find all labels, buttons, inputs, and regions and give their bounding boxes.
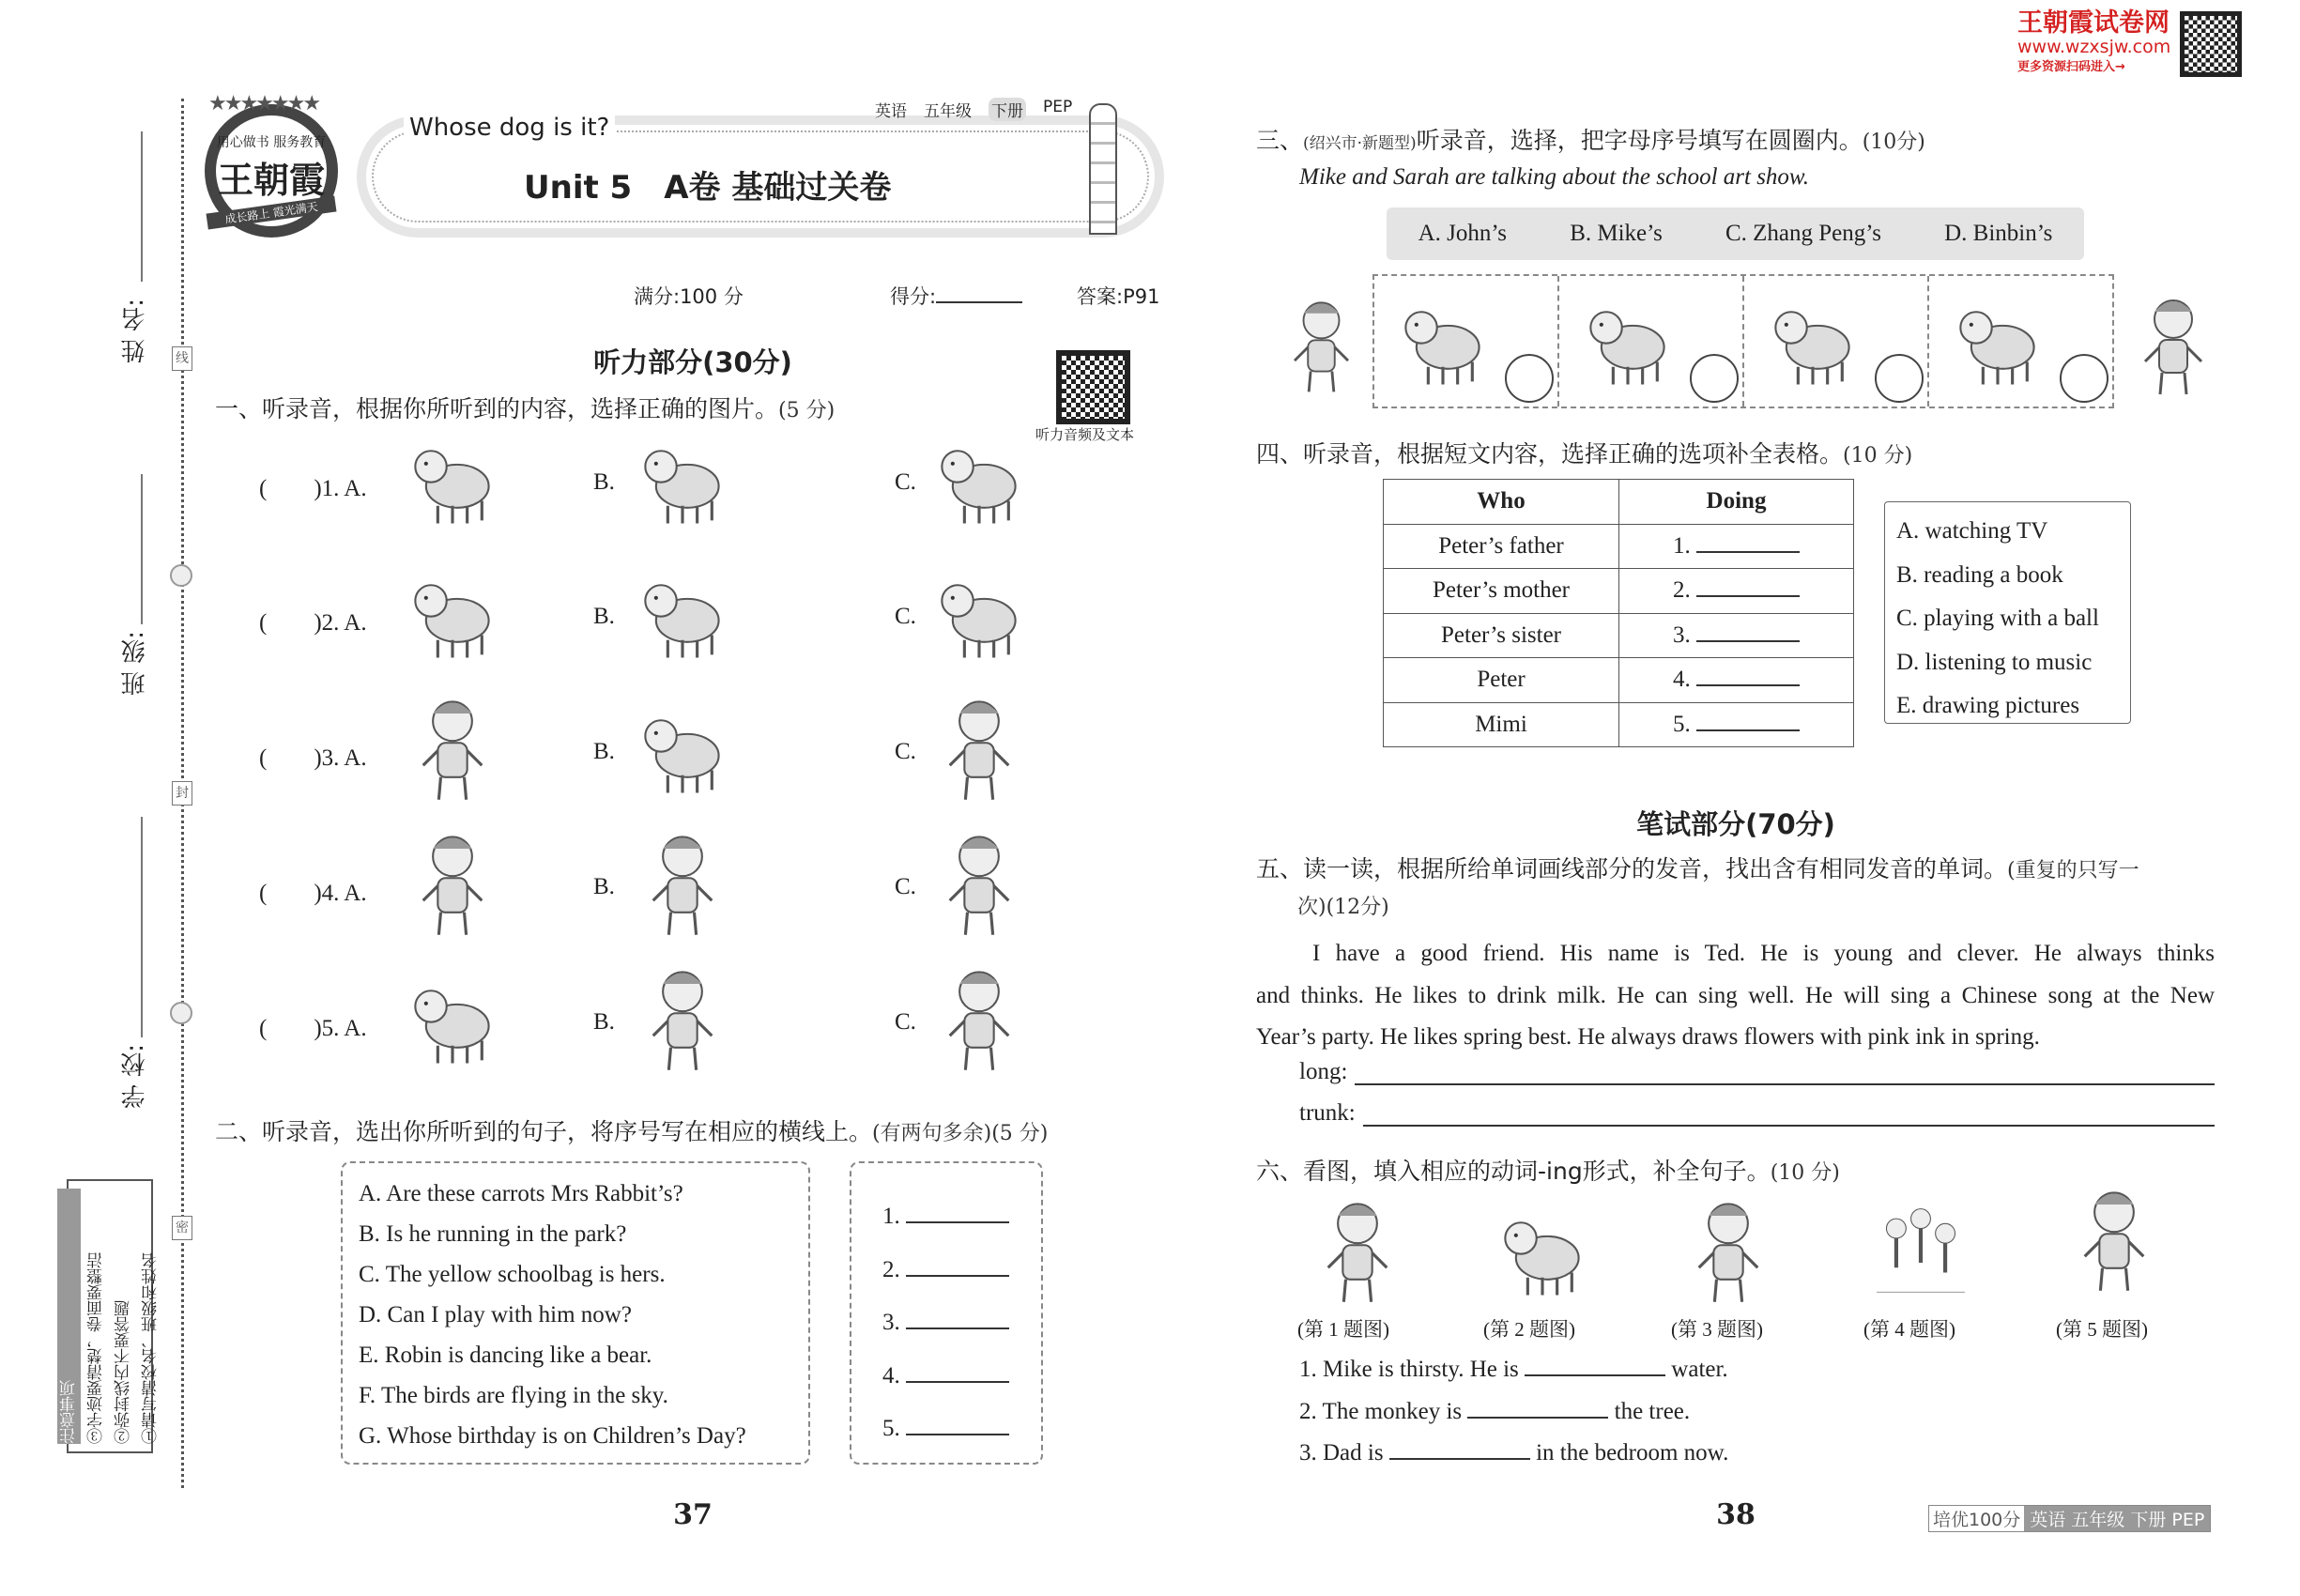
answer-circle[interactable] (1505, 354, 1554, 403)
illustration-icon (623, 557, 742, 669)
illustration-icon (393, 557, 512, 669)
notice-box (60, 1179, 161, 1453)
illustration-icon (2126, 282, 2220, 408)
dad-sleeping-image (1669, 1194, 1787, 1307)
score-label: 得分: (890, 282, 1022, 310)
elephant-painting (1569, 284, 1687, 396)
answer-circle[interactable] (1690, 354, 1739, 403)
writing-section-title: 笔试部分(70分) (1636, 808, 1835, 840)
q1-item-label: ( )3. A. (259, 745, 367, 771)
option: B. reading a book (1896, 561, 2063, 588)
notice-item: ①请写清校名、班级和姓名 (142, 1252, 161, 1444)
girl-image (2126, 282, 2220, 408)
answer-field[interactable] (1696, 729, 1800, 731)
sentence-option: B. Is he running in the park? (359, 1221, 627, 1247)
seal-xian: 线 (172, 346, 192, 371)
boy-jumping-image (2055, 1183, 2173, 1296)
penguin-image[interactable] (920, 557, 1038, 669)
monkey-climbing-image (1483, 1194, 1602, 1307)
sheep-painting (1754, 284, 1872, 396)
answer-circle[interactable] (2060, 354, 2108, 403)
option: E. drawing pictures (1896, 693, 2080, 718)
illustration-icon (1754, 284, 1872, 396)
illustration-icon (393, 692, 512, 805)
illustration-icon (1483, 1194, 1602, 1307)
sentence-option: C. The yellow schoolbag is hers. (359, 1262, 666, 1287)
qr-code-icon[interactable] (1056, 350, 1130, 424)
word-trunk: trunk: (1299, 1100, 2215, 1127)
illustration-icon (1843, 1194, 1999, 1307)
illustration-icon (1277, 282, 1366, 408)
answer-field[interactable] (1696, 595, 1800, 597)
page-title: Unit 5 A卷 基础过关卷 (524, 169, 892, 207)
seal-circle-icon (170, 564, 192, 587)
seal-circle-icon (170, 1002, 192, 1024)
option: C. Zhang Peng’s (1725, 221, 1881, 246)
q5-passage: I have a good friend. His name is Ted. He is young and clever. He always thinks and thinks. He likes to drink milk. He can sing well. He will sing a Chinese song at the New Year’s party. He likes spring best. He always draws flowers with pink ink in spring. (1256, 941, 2215, 1050)
table-row: Peter 4. (1384, 658, 1854, 703)
lion-image[interactable] (393, 557, 512, 669)
class-label: 班 级: (121, 631, 149, 697)
elephant-image[interactable] (393, 422, 512, 535)
score-field[interactable] (936, 301, 1022, 303)
answer-circle[interactable] (1875, 354, 1924, 403)
table-row: Mimi 5. (1384, 702, 1854, 747)
sentence-option: F. The birds are flying in the sky. (359, 1383, 668, 1408)
option-c-label: C. (895, 469, 916, 495)
q1-item-label: ( )2. A. (259, 610, 367, 636)
girl-singing-image[interactable] (393, 827, 512, 940)
option-c-label: C. (895, 1009, 916, 1035)
baby-sitting-image[interactable] (920, 692, 1038, 805)
option: D. Binbin’s (1944, 221, 2053, 246)
tag-edition: PEP (1043, 98, 1073, 116)
illustration-icon (623, 827, 742, 940)
footer-tag: 培优100分 英语 五年级 下册 PEP (1928, 1505, 2211, 1532)
logo: 用心做书 服务教育 王朝霞 成长路上 霞光满天 (205, 104, 338, 238)
table-row: Peter’s mother 2. (1384, 569, 1854, 614)
illustration-icon (393, 962, 512, 1075)
full-score: 满分:100 分 (634, 285, 744, 308)
answer-field[interactable] (1467, 1417, 1608, 1419)
illustration-icon (920, 422, 1038, 535)
watermark-qr-icon[interactable] (2180, 11, 2242, 77)
page-number-right: 38 (1716, 1498, 1756, 1531)
illustration-icon (623, 962, 742, 1075)
answer-field[interactable] (1389, 1458, 1530, 1460)
answer-list: 1. 2. 3. 4. 5. (882, 1190, 1009, 1456)
q3-intro: Mike and Sarah are talking about the school art show. (1299, 164, 1810, 190)
q4-options (1884, 501, 2131, 724)
lighthouse-icon (1089, 103, 1117, 235)
school-label: 学 校: (121, 1044, 149, 1110)
seal-feng: 封 (172, 781, 192, 806)
cat-painting (1384, 284, 1502, 396)
option-b-label: B. (593, 469, 615, 495)
q5-heading: 五、读一读，根据所给单词画线部分的发音，找出含有相同发音的单词。(重复的只写一 (1256, 855, 2139, 882)
name-label: 姓 名: (121, 299, 149, 364)
answer-field[interactable] (1363, 1100, 2215, 1127)
q1-item-label: ( )4. A. (259, 881, 367, 906)
seal-mi: 密 (172, 1216, 192, 1240)
sentence-option: A. Are these carrots Mrs Rabbit’s? (359, 1181, 683, 1206)
answer-page: 答案:P91 (1077, 285, 1160, 308)
option-b-label: B. (593, 604, 615, 629)
option: C. playing with a ball (1896, 606, 2099, 631)
illustration-icon (1939, 284, 2057, 396)
q1-item-label: ( )5. A. (259, 1016, 367, 1041)
q6-sentence: 2. The monkey is the tree. (1299, 1399, 1691, 1424)
illustration-icon (1298, 1194, 1417, 1307)
caption: (第 2 题图) (1483, 1318, 1575, 1341)
answer-field[interactable] (1355, 1059, 2215, 1085)
column-header: Who (1384, 480, 1619, 525)
unit-subtitle: Whose dog is it? (404, 114, 615, 142)
illustration-icon (393, 422, 512, 535)
sentence-list (359, 1174, 746, 1456)
tag-volume: 下册 (989, 98, 1026, 121)
illustration-icon (920, 557, 1038, 669)
swing-image[interactable] (393, 962, 512, 1075)
q1-heading: 一、听录音，根据你所听到的内容，选择正确的图片。(5 分) (215, 395, 836, 422)
answer-field[interactable] (906, 1327, 1009, 1329)
option-b-label: B. (593, 874, 615, 899)
q6-sentence: 3. Dad is in the bedroom now. (1299, 1440, 1729, 1466)
qr-caption: 听力音频及文本 (1035, 426, 1135, 443)
illustration-icon (920, 692, 1038, 805)
cat-eating-image[interactable] (623, 557, 742, 669)
caption: (第 4 题图) (1863, 1318, 1955, 1341)
listening-section-title: 听力部分(30分) (593, 346, 792, 378)
panda-in-tree-image[interactable] (920, 422, 1038, 535)
caption: (第 3 题图) (1671, 1318, 1763, 1341)
sentence-option: G. Whose birthday is on Children’s Day? (359, 1423, 746, 1449)
tiger-painting (1939, 284, 2057, 396)
illustration-icon (393, 827, 512, 940)
logo-stars-icon: ★★★★★★★ (208, 92, 319, 115)
q6-sentence: 1. Mike is thirsty. He is water. (1299, 1357, 1728, 1382)
option-c-label: C. (895, 604, 916, 629)
option: A. John’s (1418, 221, 1508, 246)
rabbit-image[interactable] (623, 422, 742, 535)
answer-field[interactable] (906, 1434, 1009, 1435)
answer-field[interactable] (906, 1221, 1009, 1223)
baby-sleeping-image[interactable] (393, 692, 512, 805)
illustration-icon (920, 827, 1038, 940)
option: B. Mike’s (1570, 221, 1663, 246)
illustration-icon (1569, 284, 1687, 396)
option-c-label: C. (895, 739, 916, 764)
q2-heading: 二、听录音，选出你所听到的句子，将序号写在相应的横线上。(有两句多余)(5 分) (215, 1118, 1049, 1145)
girl-reading-image[interactable] (920, 962, 1038, 1075)
answer-field[interactable] (906, 1381, 1009, 1383)
boy-image (1277, 282, 1366, 408)
table-row: Peter’s father 1. (1384, 524, 1854, 569)
answer-field[interactable] (1696, 640, 1800, 642)
watermark[interactable]: 王朝霞试卷网 www.wzxsjw.com 更多资源扫码进入→ (2017, 8, 2171, 74)
kids-playing-image (1843, 1194, 1999, 1307)
table-row: Peter’s sister 3. (1384, 613, 1854, 658)
answer-field[interactable] (1525, 1374, 1665, 1376)
illustration-icon (920, 962, 1038, 1075)
option: D. listening to music (1896, 649, 2093, 675)
tag-subject: 英语 (875, 102, 907, 121)
girl-dancing-image[interactable] (623, 962, 742, 1075)
illustration-icon (1669, 1194, 1787, 1307)
girl-drawing-image[interactable] (623, 827, 742, 940)
illustration-icon (623, 692, 742, 805)
word-long: long: (1299, 1059, 2215, 1085)
sentence-option: E. Robin is dancing like a bear. (359, 1343, 652, 1368)
sentence-option: D. Can I play with him now? (359, 1302, 632, 1327)
school-line (141, 817, 143, 1037)
illustration-icon (1384, 284, 1502, 396)
option: A. watching TV (1896, 518, 2048, 544)
art-show-strip (1372, 274, 2114, 408)
answer-field[interactable] (1696, 684, 1800, 686)
class-line (141, 474, 143, 624)
name-line (141, 131, 143, 282)
notice-title: 注意事项 (57, 1189, 81, 1444)
doing-table (1383, 479, 1854, 747)
notice-item: ②弥封线内不要答题 (115, 1300, 133, 1444)
illustration-icon (2055, 1183, 2173, 1296)
column-header: Doing (1619, 480, 1854, 525)
option-b-label: B. (593, 739, 615, 764)
boy-drinking-image (1298, 1194, 1417, 1307)
tag-grade: 五年级 (924, 102, 972, 121)
notice-item: ③字迹要清楚，卷面要整洁 (87, 1252, 106, 1444)
q6-heading: 六、看图，填入相应的动词-ing形式，补全句子。(10 分) (1256, 1158, 1840, 1185)
q3-options (1387, 207, 2084, 260)
q3-heading: 三、(绍兴市·新题型)听录音，选择，把字母序号填写在圆圈内。(10分) (1256, 127, 1925, 154)
q1-item-label: ( )1. A. (259, 476, 367, 501)
answer-field[interactable] (906, 1275, 1009, 1277)
book-tags (875, 98, 1072, 121)
caption: (第 1 题图) (1297, 1318, 1389, 1341)
girl-cycling-image[interactable] (920, 827, 1038, 940)
answer-field[interactable] (1696, 551, 1800, 553)
page-number-left: 37 (673, 1498, 713, 1531)
illustration-icon (623, 422, 742, 535)
q4-heading: 四、听录音，根据短文内容，选择正确的选项补全表格。(10 分) (1256, 440, 1913, 468)
elephant-sitting-image[interactable] (623, 692, 742, 805)
caption: (第 5 题图) (2056, 1318, 2148, 1341)
q5-heading-cont: 次)(12分) (1297, 896, 1389, 919)
option-c-label: C. (895, 874, 916, 899)
option-b-label: B. (593, 1009, 615, 1035)
